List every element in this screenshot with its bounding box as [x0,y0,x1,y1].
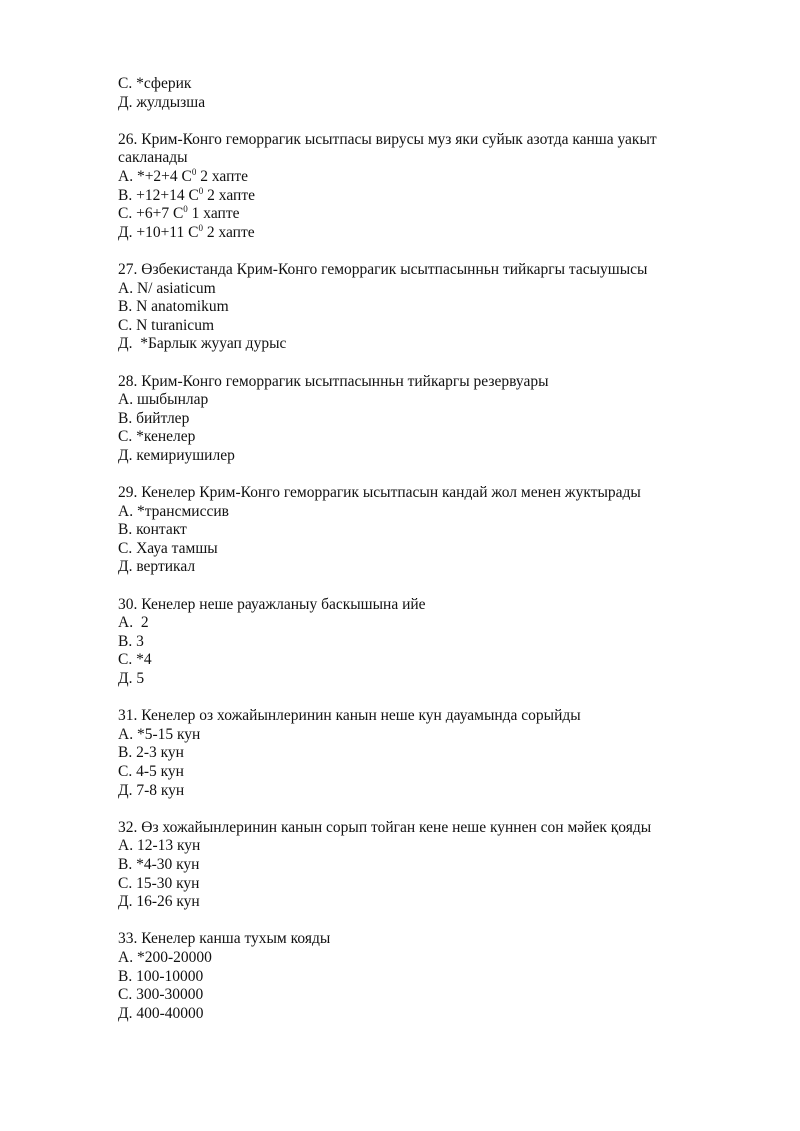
question-block [118,131,718,243]
answer-option [118,726,718,745]
intro-options [118,75,718,112]
answer-option-text: Д. 400-40000 [118,1004,204,1022]
answer-option [118,558,718,577]
question-block [118,484,718,577]
answer-option [118,410,718,429]
answer-option-text: Д. *Барлык жууап дурыс [118,335,287,353]
question-title: 27. Өзбекистанда Крим-Конго геморрагик ысытпасынньн тийкаргы тасыушысы [118,260,648,278]
answer-option-text: B. *4-30 кун [118,855,200,873]
answer-option [118,391,718,410]
answer-option [118,1005,718,1024]
answer-option-text: C. 15-30 кун [118,874,200,892]
answer-option-suffix: 1 хапте [187,205,240,223]
question-title: 29. Кенелер Крим-Конго геморрагик ысытпасын кандай жол менен жуктырады [118,484,641,502]
answer-option [118,837,718,856]
degree-superscript: 0 [183,204,188,215]
answer-option [118,744,718,763]
answer-option [118,670,718,689]
answer-option [118,205,718,224]
answer-option-text: A. 12-13 кун [118,837,201,855]
option-line: С. *сферик [118,75,192,92]
answer-option-text: C. Хауа тамшы [118,539,218,557]
answer-option-text: A. *200-20000 [118,948,212,966]
answer-option [118,168,718,187]
answer-option-text: Д. 7-8 кун [118,781,185,799]
answer-option-suffix: 2 хапте [196,167,249,185]
answer-option [118,782,718,801]
answer-option-text: Д. +10+11 C [118,223,199,241]
answer-option [118,968,718,987]
question-block [118,373,718,466]
answer-option-text: B. N anatomikum [118,298,229,316]
answer-option [118,503,718,522]
answer-option [118,447,718,466]
answer-option-text: C. 300-30000 [118,986,204,1004]
answer-option [118,875,718,894]
answer-option-text: A. 2 [118,614,149,632]
answer-option [118,224,718,243]
answer-option [118,763,718,782]
answer-option [118,856,718,875]
answer-option [118,614,718,633]
degree-superscript: 0 [198,222,203,233]
answer-option-suffix: 2 хапте [203,186,255,204]
answer-option-text: B. 100-10000 [118,967,204,985]
answer-option [118,298,718,317]
answer-option-text: A. *+2+4 C [118,167,192,185]
option-line: Д. жулдызша [118,93,206,111]
answer-option-text: A. *трансмиссив [118,502,229,520]
answer-option [118,651,718,670]
question-title: 33. Кенелер канша тухым кояды [118,930,331,948]
answer-option [118,521,718,540]
question-block [118,596,718,689]
answer-option [118,280,718,299]
answer-option-text: B. +12+14 C [118,186,199,204]
answer-option-text: A. шыбынлар [118,391,209,409]
answer-option [118,335,718,354]
answer-option [118,633,718,652]
question-block [118,261,718,354]
answer-option-suffix: 2 хапте [202,223,255,241]
question-title: 28. Крим-Конго геморрагик ысытпасынньн тийкаргы резервуары [118,372,549,390]
question-title: 30. Кенелер неше рауажланыу баскышына ийе [118,595,426,613]
question-list [118,131,718,1024]
answer-option-text: C. +6+7 C [118,205,184,223]
question-block [118,819,718,912]
answer-option-text: B. бийтлер [118,409,190,427]
question-block [118,930,718,1023]
answer-option-text: Д. вертикал [118,558,196,576]
answer-option [118,317,718,336]
answer-option-text: B. 3 [118,632,144,650]
answer-option [118,986,718,1005]
question-title: 31. Кенелер оз хожайынлеринин канын неше кун дауамында сорыйды [118,707,581,725]
answer-option [118,540,718,559]
answer-option-text: B. 2-3 кун [118,744,184,762]
answer-option-text: A. *5-15 кун [118,725,201,743]
question-title: 32. Өз хожайынлеринин канын сорып тойган кене неше куннен сон мәйек қояды [118,818,652,836]
answer-option-text: C. *4 [118,651,152,669]
answer-option-text: B. контакт [118,521,187,539]
degree-superscript: 0 [191,166,197,177]
document-page [118,75,718,1042]
answer-option [118,428,718,447]
answer-option-text: Д. 16-26 кун [118,893,200,911]
answer-option-text: C. N turanicum [118,316,214,334]
answer-option-text: A. N/ asiaticum [118,279,216,297]
question-title: 26. Крим-Конго геморрагик ысытпасы вирусы муз яки суйык азотда канша уакыт сакланады [118,130,657,167]
answer-option [118,893,718,912]
answer-option [118,949,718,968]
answer-option [118,187,718,206]
question-block [118,707,718,800]
answer-option-text: Д. кемириушилер [118,446,235,464]
answer-option-text: C. 4-5 кун [118,762,184,780]
answer-option-text: C. *кенелер [118,428,196,446]
answer-option-text: Д. 5 [118,670,145,687]
degree-superscript: 0 [198,185,204,196]
